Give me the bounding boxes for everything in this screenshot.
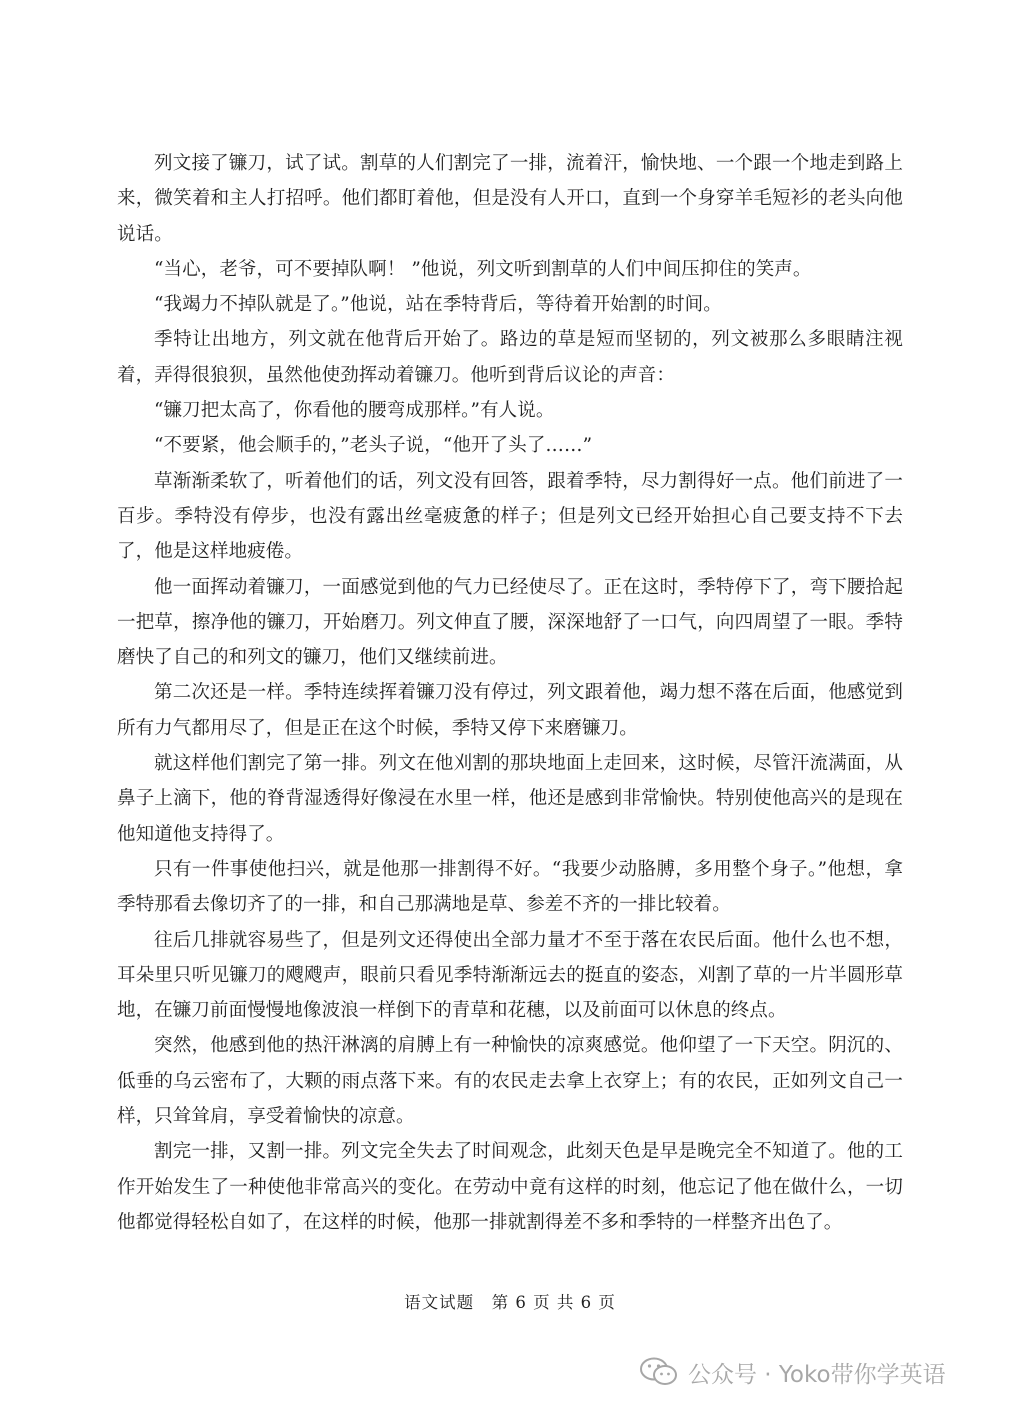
watermark xyxy=(640,1352,946,1392)
paragraph-12: 往后几排就容易些了，但是列文还得使出全部力量才不至于落在农民后面。他什么也不想，耳朵里只听见镰刀的飕飕声，眼前只看见季特渐渐远去的挺直的姿态，刈割了草的一片半圆形草地，在镰刀前面慢慢地像波浪一样倒下的青草和花穗，以及前面可以休息的终点。 xyxy=(117,929,903,1022)
page-footer: 语文试题 第 6 页 共 6 页 xyxy=(404,1293,616,1312)
paragraph-9: 第二次还是一样。季特连续挥着镰刀没有停过，列文跟着他，竭力想不落在后面，他感觉到所有力气都用尽了，但是正在这个时候，季特又停下来磨镰刀。 xyxy=(117,682,903,739)
paragraph-5: “镰刀把太高了，你看他的腰弯成那样。”有人说。 xyxy=(154,400,555,422)
paragraph-7: 草渐渐柔软了，听着他们的话，列文没有回答，跟着季特，尽力割得好一点。他们前进了一百步。季特没有停步，也没有露出丝毫疲惫的样子；但是列文已经开始担心自己要支持不下去了，他是这样地疲倦。 xyxy=(117,470,903,563)
paragraph-4: 季特让出地方，列文就在他背后开始了。路边的草是短而坚韧的，列文被那么多眼睛注视着，弄得很狼狈，虽然他使劲挥动着镰刀。他听到背后议论的声音： xyxy=(117,329,903,386)
paragraph-14: 割完一排，又割一排。列文完全失去了时间观念，此刻天色是早是晚完全不知道了。他的工作开始发生了一种使他非常高兴的变化。在劳动中竟有这样的时刻，他忘记了他在做什么，一切他都觉得轻松自如了，在这样的时候，他那一排就割得差不多和季特的一样整齐出色了。 xyxy=(117,1141,903,1233)
paragraph-1: 列文接了镰刀，试了试。割草的人们割完了一排，流着汗，愉快地、一个跟一个地走到路上来，微笑着和主人打招呼。他们都盯着他，但是没有人开口，直到一个身穿羊毛短衫的老头向他说话。 xyxy=(117,153,903,245)
paragraph-8: 他一面挥动着镰刀，一面感觉到他的气力已经使尽了。正在这时，季特停下了，弯下腰拾起一把草，擦净他的镰刀，开始磨刀。列文伸直了腰，深深地舒了一口气，向四周望了一眼。季特磨快了自己的和列文的镰刀，他们又继续前进。 xyxy=(117,576,903,669)
paragraph-6: “不要紧，他会顺手的，”老头子说，“他开了头了……” xyxy=(154,435,593,457)
paragraph-10: 就这样他们割完了第一排。列文在他刈割的那块地面上走回来，这时候，尽管汗流满面，从鼻子上滴下，他的脊背湿透得好像浸在水里一样，他还是感到非常愉快。特别使他高兴的是现在他知道他支持得了。 xyxy=(117,753,903,845)
paragraph-11: 只有一件事使他扫兴，就是他那一排割得不好。“我要少动胳膊，多用整个身子。”他想，拿季特那看去像切齐了的一排，和自己那满地是草、参差不齐的一排比较着。 xyxy=(117,858,903,916)
paragraph-3: “我竭力不掉队就是了。”他说，站在季特背后，等待着开始割的时间。 xyxy=(154,294,722,316)
paragraph-2: “当心，老爷，可不要掉队啊！ ”他说，列文听到割草的人们中间压抑住的笑声。 xyxy=(154,258,812,280)
paragraph-13: 突然，他感到他的热汗淋漓的肩膊上有一种愉快的凉爽感觉。他仰望了一下天空。阴沉的、低垂的乌云密布了，大颗的雨点落下来。有的农民走去拿上衣穿上；有的农民，正如列文自己一样，只耸耸肩，享受着愉快的凉意。 xyxy=(117,1035,903,1128)
watermark-text: 公众号 · Yoko带你学英语 xyxy=(688,1361,946,1388)
wechat-icon xyxy=(640,1356,678,1388)
reading-passage xyxy=(117,146,903,1240)
